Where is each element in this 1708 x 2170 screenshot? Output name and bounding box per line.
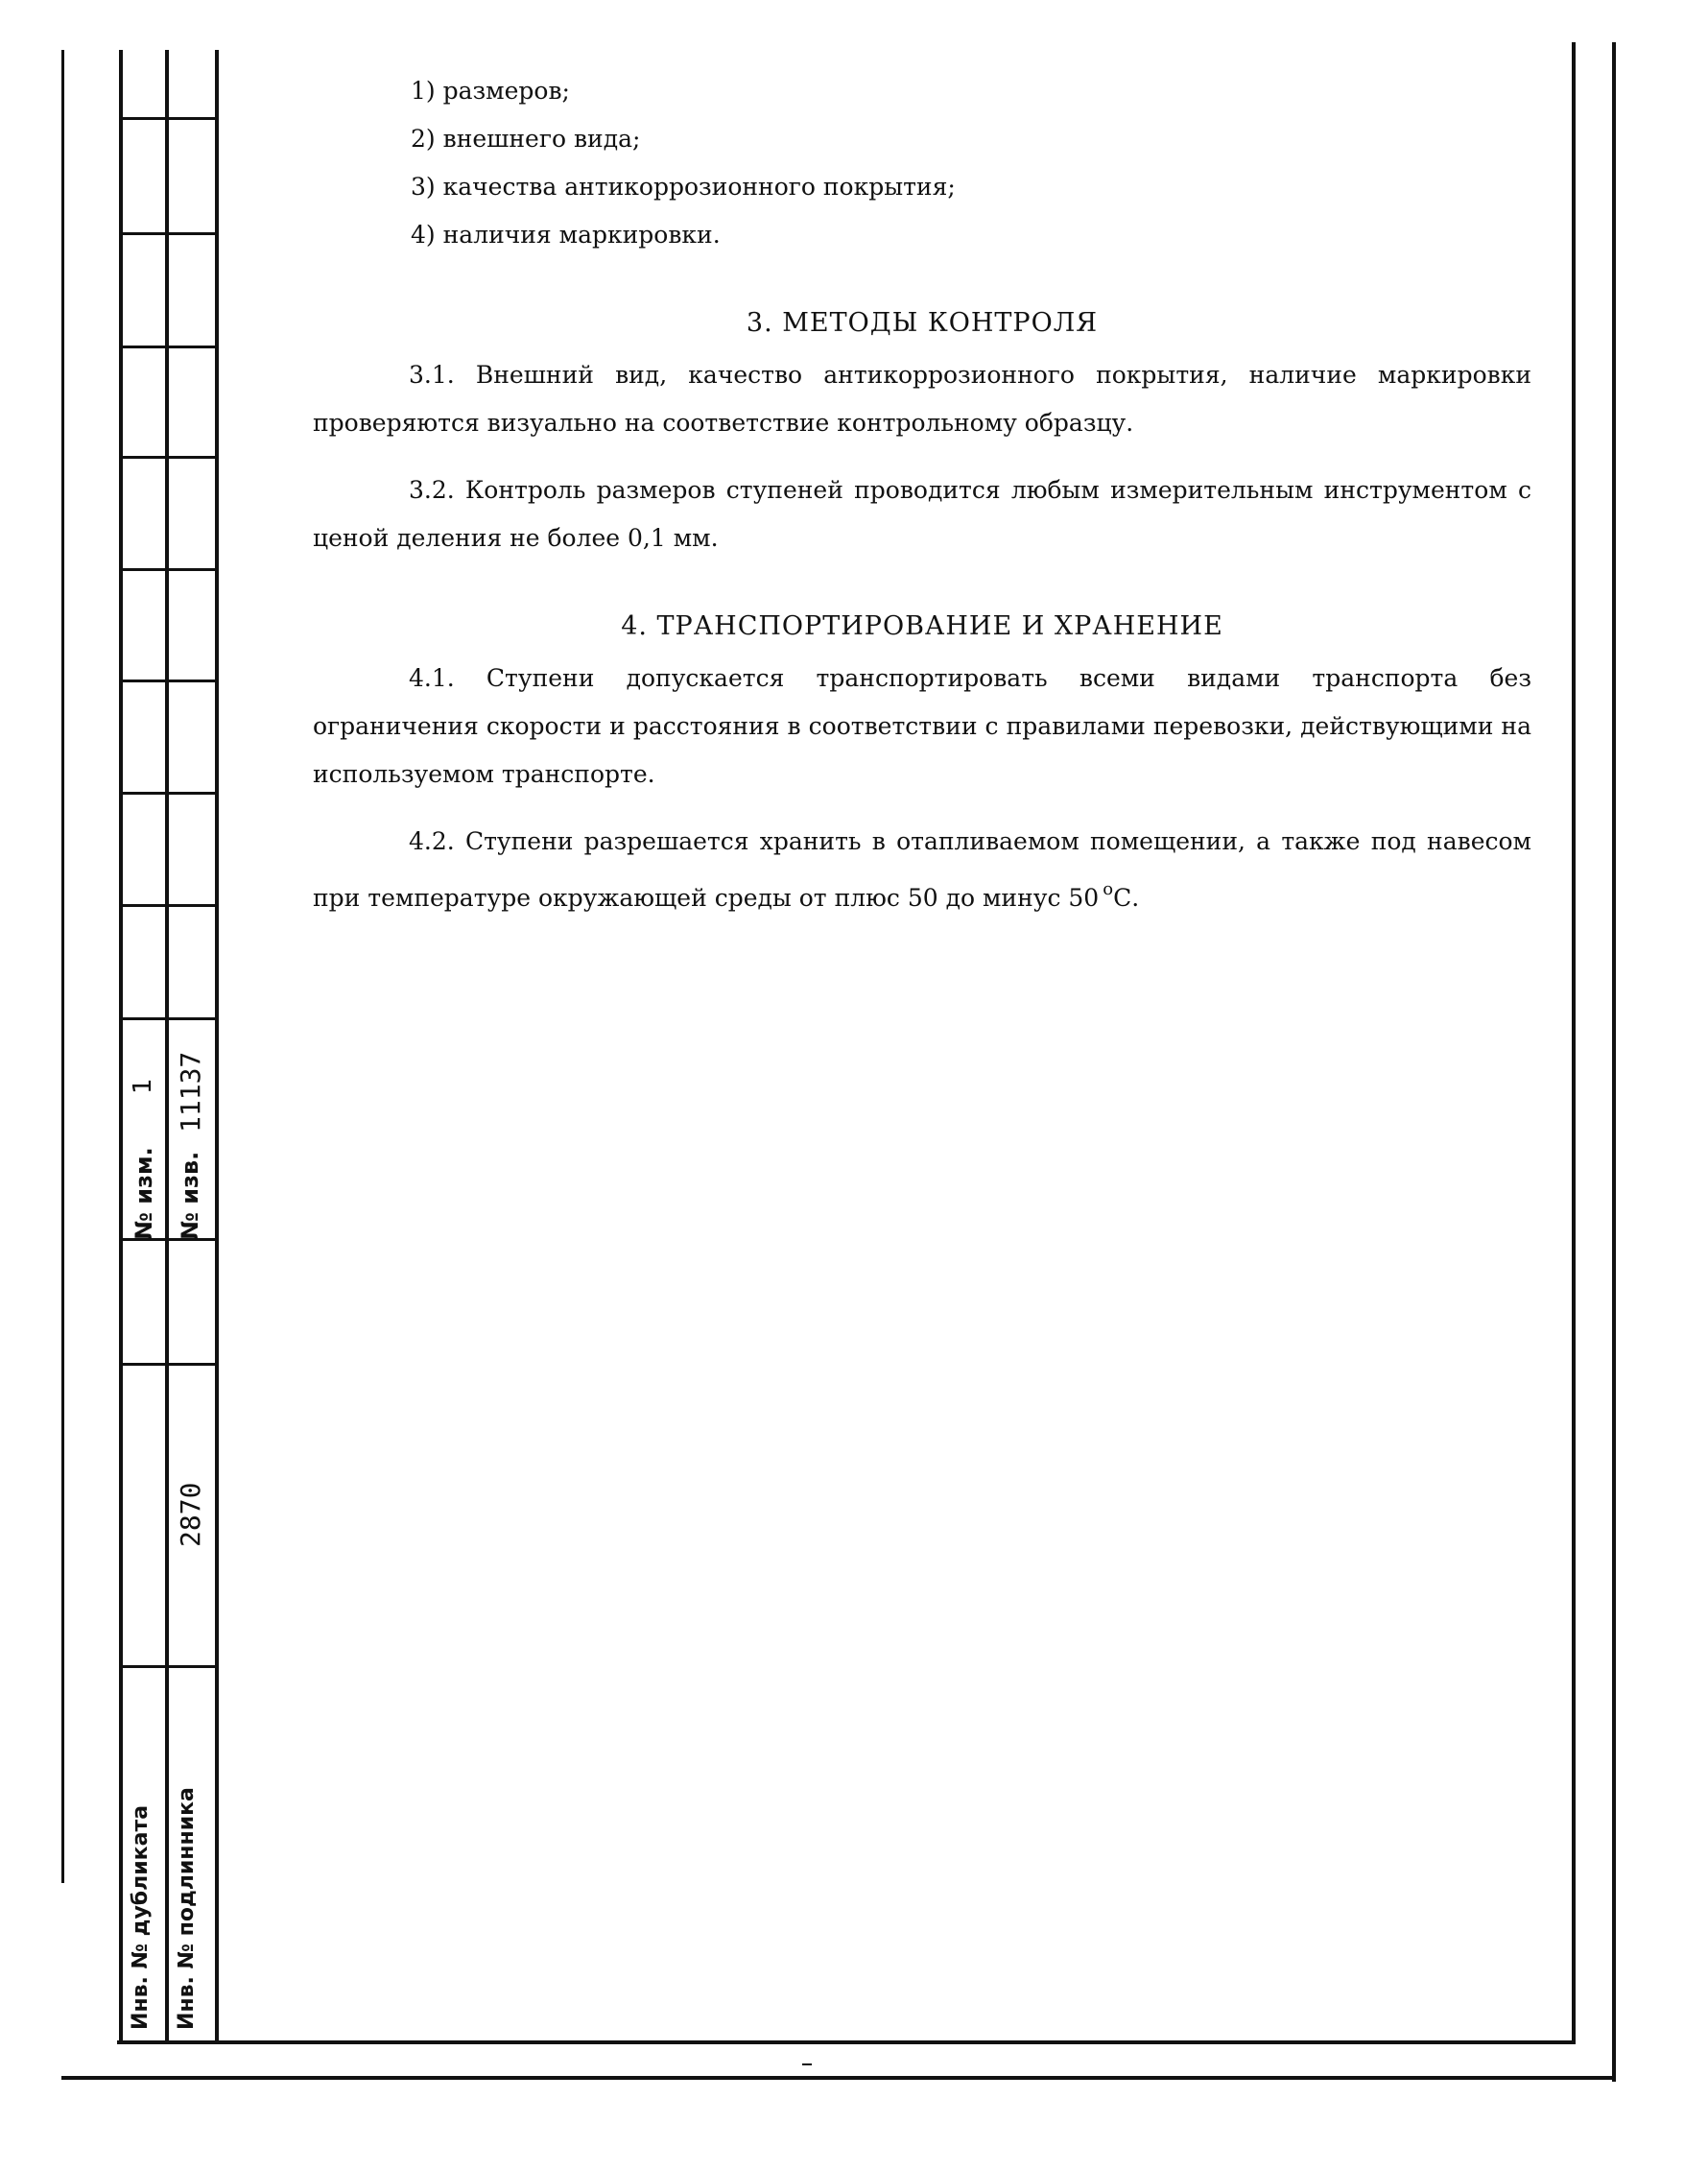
original-number-value: 2870 — [175, 1482, 206, 1547]
stamp-divider — [119, 792, 215, 795]
list-item-number: 3) — [411, 173, 436, 201]
frame-inner-right-line — [1572, 42, 1576, 2043]
stamp-divider — [119, 117, 215, 120]
list-item — [411, 211, 1531, 259]
list-item-text: размеров; — [442, 77, 570, 105]
stamp-divider — [119, 680, 215, 682]
stamp-divider — [119, 346, 215, 348]
section-4-heading: 4. ТРАНСПОРТИРОВАНИЕ И ХРАНЕНИЕ — [621, 611, 1223, 641]
izv-value: 11137 — [175, 1051, 206, 1133]
paragraph-3-2: 3.2. Контроль размеров ступеней проводится любым измерительным инструментом с ценой деления не более 0,1 мм. — [313, 476, 1531, 552]
list-item-number: 2) — [411, 125, 436, 153]
document-body — [313, 67, 1531, 942]
degree-sign: о — [1103, 879, 1114, 899]
duplicate-inventory-label: Инв. № дубликата — [129, 1804, 153, 2030]
list-item-number: 1) — [411, 77, 436, 105]
stamp-divider — [119, 904, 215, 907]
list-item — [411, 67, 1531, 115]
original-inventory-label: Инв. № подлинника — [175, 1787, 199, 2030]
izm-label: № изм. — [130, 1147, 157, 1240]
stamp-divider — [119, 1017, 215, 1020]
list-item — [411, 163, 1531, 211]
stamp-column-a — [119, 50, 169, 2042]
frame-left-line — [61, 50, 64, 1883]
stamp-divider — [119, 1363, 215, 1366]
stamp-divider — [119, 232, 215, 235]
temperature-unit: С. — [1113, 884, 1140, 912]
stamp-divider — [119, 456, 215, 459]
frame-outer-bottom-line — [61, 2076, 1616, 2080]
izm-value: 1 — [129, 1078, 157, 1094]
frame-outer-right-line — [1612, 42, 1616, 2082]
paragraph-4-2-text: 4.2. Ступени разрешается хранить в отапливаемом помещении, а также под навесом при температуре окружающей среды от плюс 50 до минус 50 — [313, 827, 1531, 912]
izv-label: № изв. — [177, 1151, 203, 1240]
frame-dash-mark — [802, 2063, 812, 2065]
stamp-column-b — [165, 50, 219, 2042]
paragraph-4-2 — [313, 818, 1531, 922]
stamp-divider — [119, 1665, 215, 1668]
section-3-heading: 3. МЕТОДЫ КОНТРОЛЯ — [746, 308, 1099, 338]
frame-inner-bottom-line — [117, 2040, 1576, 2044]
list-item-text: внешнего вида; — [442, 125, 641, 153]
list-item — [411, 115, 1531, 163]
paragraph-3-1: 3.1. Внешний вид, качество антикоррозионного покрытия, наличие маркировки проверяются визуально на соответствие контрольному образцу. — [313, 361, 1531, 437]
paragraph-4-1: 4.1. Ступени допускается транспортировать всеми видами транспорта без ограничения скорости и расстояния в соответствии с правилами перевозки, действующими на используемом транспорте. — [313, 664, 1531, 788]
stamp-divider — [119, 568, 215, 571]
list-item-number: 4) — [411, 221, 436, 249]
list-item-text: наличия маркировки. — [442, 221, 721, 249]
list-item-text: качества антикоррозионного покрытия; — [442, 173, 956, 201]
